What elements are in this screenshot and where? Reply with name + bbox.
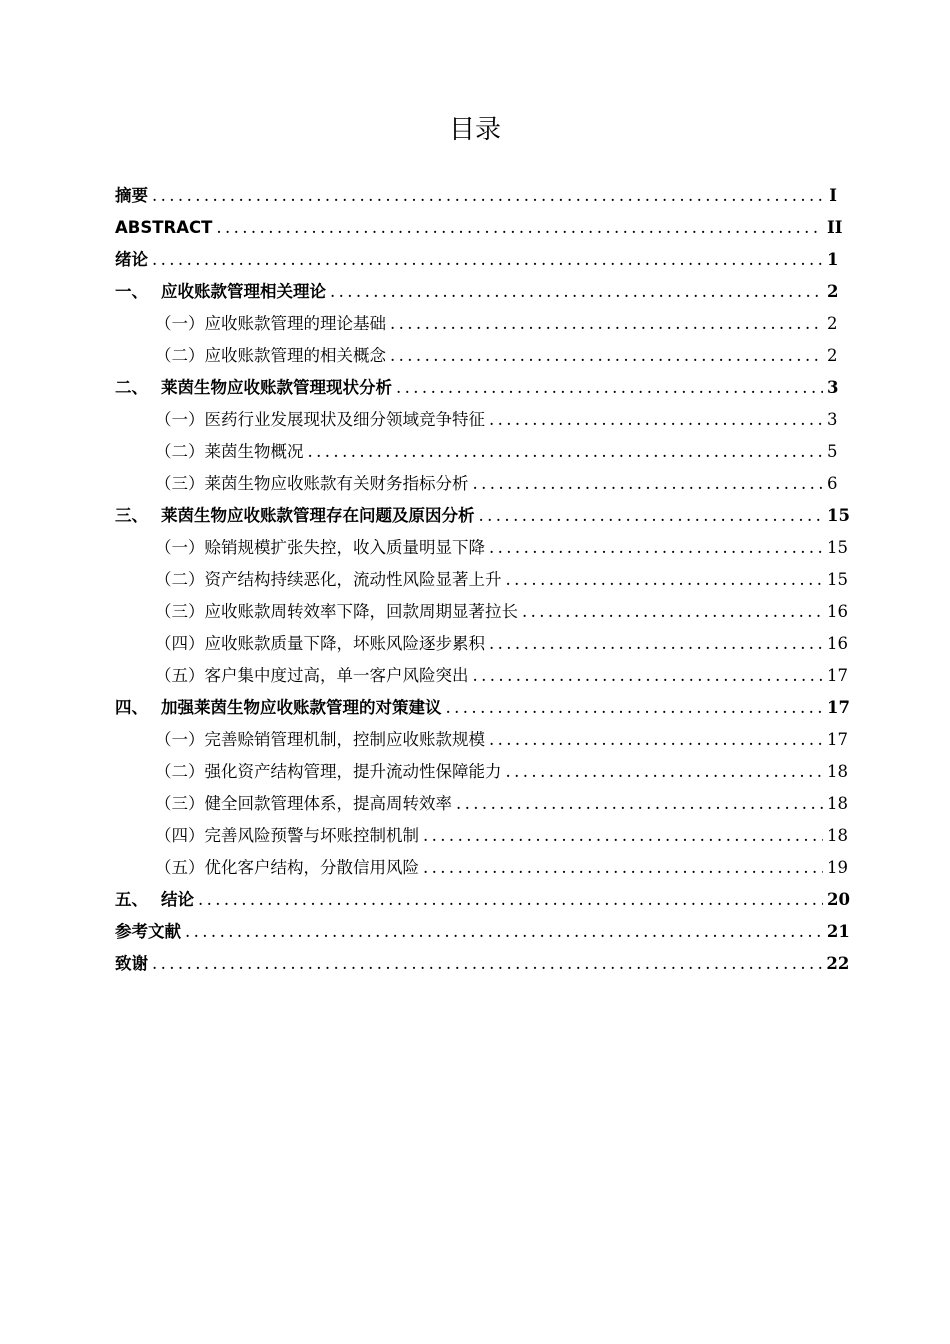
toc-entry-text: （一）赊销规模扩张失控，收入质量明显下降 [155,538,485,557]
toc-entry[interactable] [115,948,850,980]
toc-page-number: 19 [827,858,848,877]
toc-page-number: 17 [827,730,848,749]
toc-entry-text: （五）优化客户结构，分散信用风险 [155,858,419,877]
toc-dot-leader [473,468,824,500]
toc-dot-leader [390,308,823,340]
toc-entry[interactable] [115,788,848,820]
toc-page-number: 20 [827,890,850,909]
toc-title: 目录 [448,115,501,145]
toc-entry[interactable] [115,916,850,948]
toc-entry[interactable] [115,212,843,244]
toc-entry-label [155,532,485,564]
toc-page-number: 2 [827,314,838,333]
toc-dot-leader [489,404,823,436]
toc-entry-label [155,724,485,756]
toc-entry[interactable] [115,692,850,724]
toc-entry[interactable] [115,884,850,916]
toc-page-number: I [829,186,837,205]
toc-page-number: 2 [827,282,839,301]
toc-dot-leader [216,212,823,244]
toc-entry[interactable] [115,180,837,212]
toc-entry-text: （四）应收账款质量下降，坏账风险逐步累积 [155,634,485,653]
toc-entry-label [115,212,212,244]
toc-page-number: 18 [827,762,848,781]
toc-entry-text: 参考文献 [115,922,181,941]
toc-dot-leader [423,852,823,884]
toc-dot-leader [489,532,823,564]
toc-entry[interactable] [115,820,848,852]
toc-dot-leader [152,244,823,276]
toc-dot-leader [489,724,823,756]
toc-dot-leader [479,500,824,532]
toc-section-number: 二、 [115,378,148,397]
toc-entry-label [115,692,442,724]
toc-entry-label [155,820,419,852]
toc-page-number: 18 [827,794,848,813]
toc-entry-label [155,404,485,436]
toc-entry-text: 绪论 [115,250,148,269]
toc-entry-label [155,660,469,692]
toc-entry-label [115,916,181,948]
toc-page-number: 18 [827,826,848,845]
toc-dot-leader [152,180,823,212]
toc-entry-text: （二）资产结构持续恶化，流动性风险显著上升 [155,570,502,589]
toc-entry-label [155,852,419,884]
toc-page-number: 15 [827,506,850,525]
toc-page-number: 1 [827,250,839,269]
toc-dot-leader [489,628,823,660]
toc-entry-label [155,628,485,660]
toc-entry-text: 致谢 [115,954,148,973]
toc-entry[interactable] [115,532,848,564]
toc-entry-text: （三）应收账款周转效率下降，回款周期显著拉长 [155,602,518,621]
toc-dot-leader [390,340,823,372]
toc-section-number: 一、 [115,282,148,301]
toc-entry-label [155,308,386,340]
toc-section-number: 三、 [115,506,148,525]
toc-entry[interactable] [115,436,837,468]
toc-entry-text: （五）客户集中度过高，单一客户风险突出 [155,666,469,685]
toc-entry-label [155,436,304,468]
toc-dot-leader [396,372,823,404]
toc-dot-leader [423,820,823,852]
toc-entry-label [115,948,148,980]
toc-entry[interactable] [115,852,848,884]
toc-dot-leader [522,596,823,628]
toc-entry-label [155,756,502,788]
toc-entry-text: 摘要 [115,186,148,205]
toc-entry[interactable] [115,340,837,372]
toc-dot-leader [506,756,824,788]
toc-entry-text: （一）医药行业发展现状及细分领域竞争特征 [155,410,485,429]
toc-page-number: 16 [827,634,848,653]
toc-entry[interactable] [115,564,848,596]
toc-dot-leader [446,692,824,724]
toc-entry-text: （二）应收账款管理的相关概念 [155,346,386,365]
toc-entry[interactable] [115,276,837,308]
toc-page-number: 22 [826,954,850,973]
toc-entry-text: ABSTRACT [115,218,213,237]
toc-page-number: 17 [827,666,848,685]
toc-dot-leader [473,660,824,692]
toc-entry-text: 结论 [161,890,194,909]
toc-entry-label [115,500,475,532]
toc-entry-label [155,788,452,820]
toc-entry-label [115,372,392,404]
toc-dot-leader [198,884,823,916]
toc-entry[interactable] [115,628,848,660]
toc-entry-label [115,244,148,276]
toc-page-number: II [827,218,843,237]
toc-entry[interactable] [115,244,837,276]
toc-entry-text: （四）完善风险预警与坏账控制机制 [155,826,419,845]
toc-entry-text: （一）应收账款管理的理论基础 [155,314,386,333]
toc-page-number: 2 [827,346,838,365]
toc-entry-label [155,468,469,500]
table-of-contents [115,180,850,980]
toc-entry-label [115,180,148,212]
toc-page-number: 5 [827,442,838,461]
toc-page-number: 16 [827,602,848,621]
toc-entry-text: 莱茵生物应收账款管理存在问题及原因分析 [161,506,475,525]
toc-page-number: 17 [827,698,850,717]
toc-page-number: 3 [827,410,838,429]
toc-entry-label [115,276,326,308]
toc-entry-label [155,564,502,596]
toc-dot-leader [185,916,823,948]
toc-page-number: 3 [827,378,839,397]
toc-entry[interactable] [115,404,837,436]
toc-section-number: 五、 [115,890,148,909]
toc-entry-text: （一）完善赊销管理机制，控制应收账款规模 [155,730,485,749]
toc-dot-leader [330,276,823,308]
toc-entry-text: （二）莱茵生物概况 [155,442,304,461]
toc-dot-leader [152,948,822,980]
toc-entry[interactable] [115,724,848,756]
toc-entry-text: （二）强化资产结构管理，提升流动性保障能力 [155,762,502,781]
toc-dot-leader [308,436,824,468]
toc-entry-label [155,596,518,628]
toc-page-number: 15 [827,570,848,589]
toc-section-number: 四、 [115,698,148,717]
toc-entry[interactable] [115,500,850,532]
toc-entry-label [115,884,194,916]
toc-page-number: 15 [827,538,848,557]
toc-entry-text: （三）莱茵生物应收账款有关财务指标分析 [155,474,469,493]
toc-entry[interactable] [115,660,848,692]
toc-page-number: 6 [827,474,838,493]
toc-entry[interactable] [115,468,837,500]
toc-entry-text: 应收账款管理相关理论 [161,282,326,301]
toc-dot-leader [506,564,824,596]
toc-page-number: 21 [826,922,850,941]
toc-entry[interactable] [115,372,837,404]
toc-entry-text: 加强莱茵生物应收账款管理的对策建议 [161,698,442,717]
toc-entry-label [155,340,386,372]
toc-entry[interactable] [115,756,848,788]
toc-entry-text: 莱茵生物应收账款管理现状分析 [161,378,392,397]
toc-entry[interactable] [115,308,837,340]
toc-dot-leader [456,788,823,820]
toc-entry[interactable] [115,596,848,628]
toc-entry-text: （三）健全回款管理体系，提高周转效率 [155,794,452,813]
